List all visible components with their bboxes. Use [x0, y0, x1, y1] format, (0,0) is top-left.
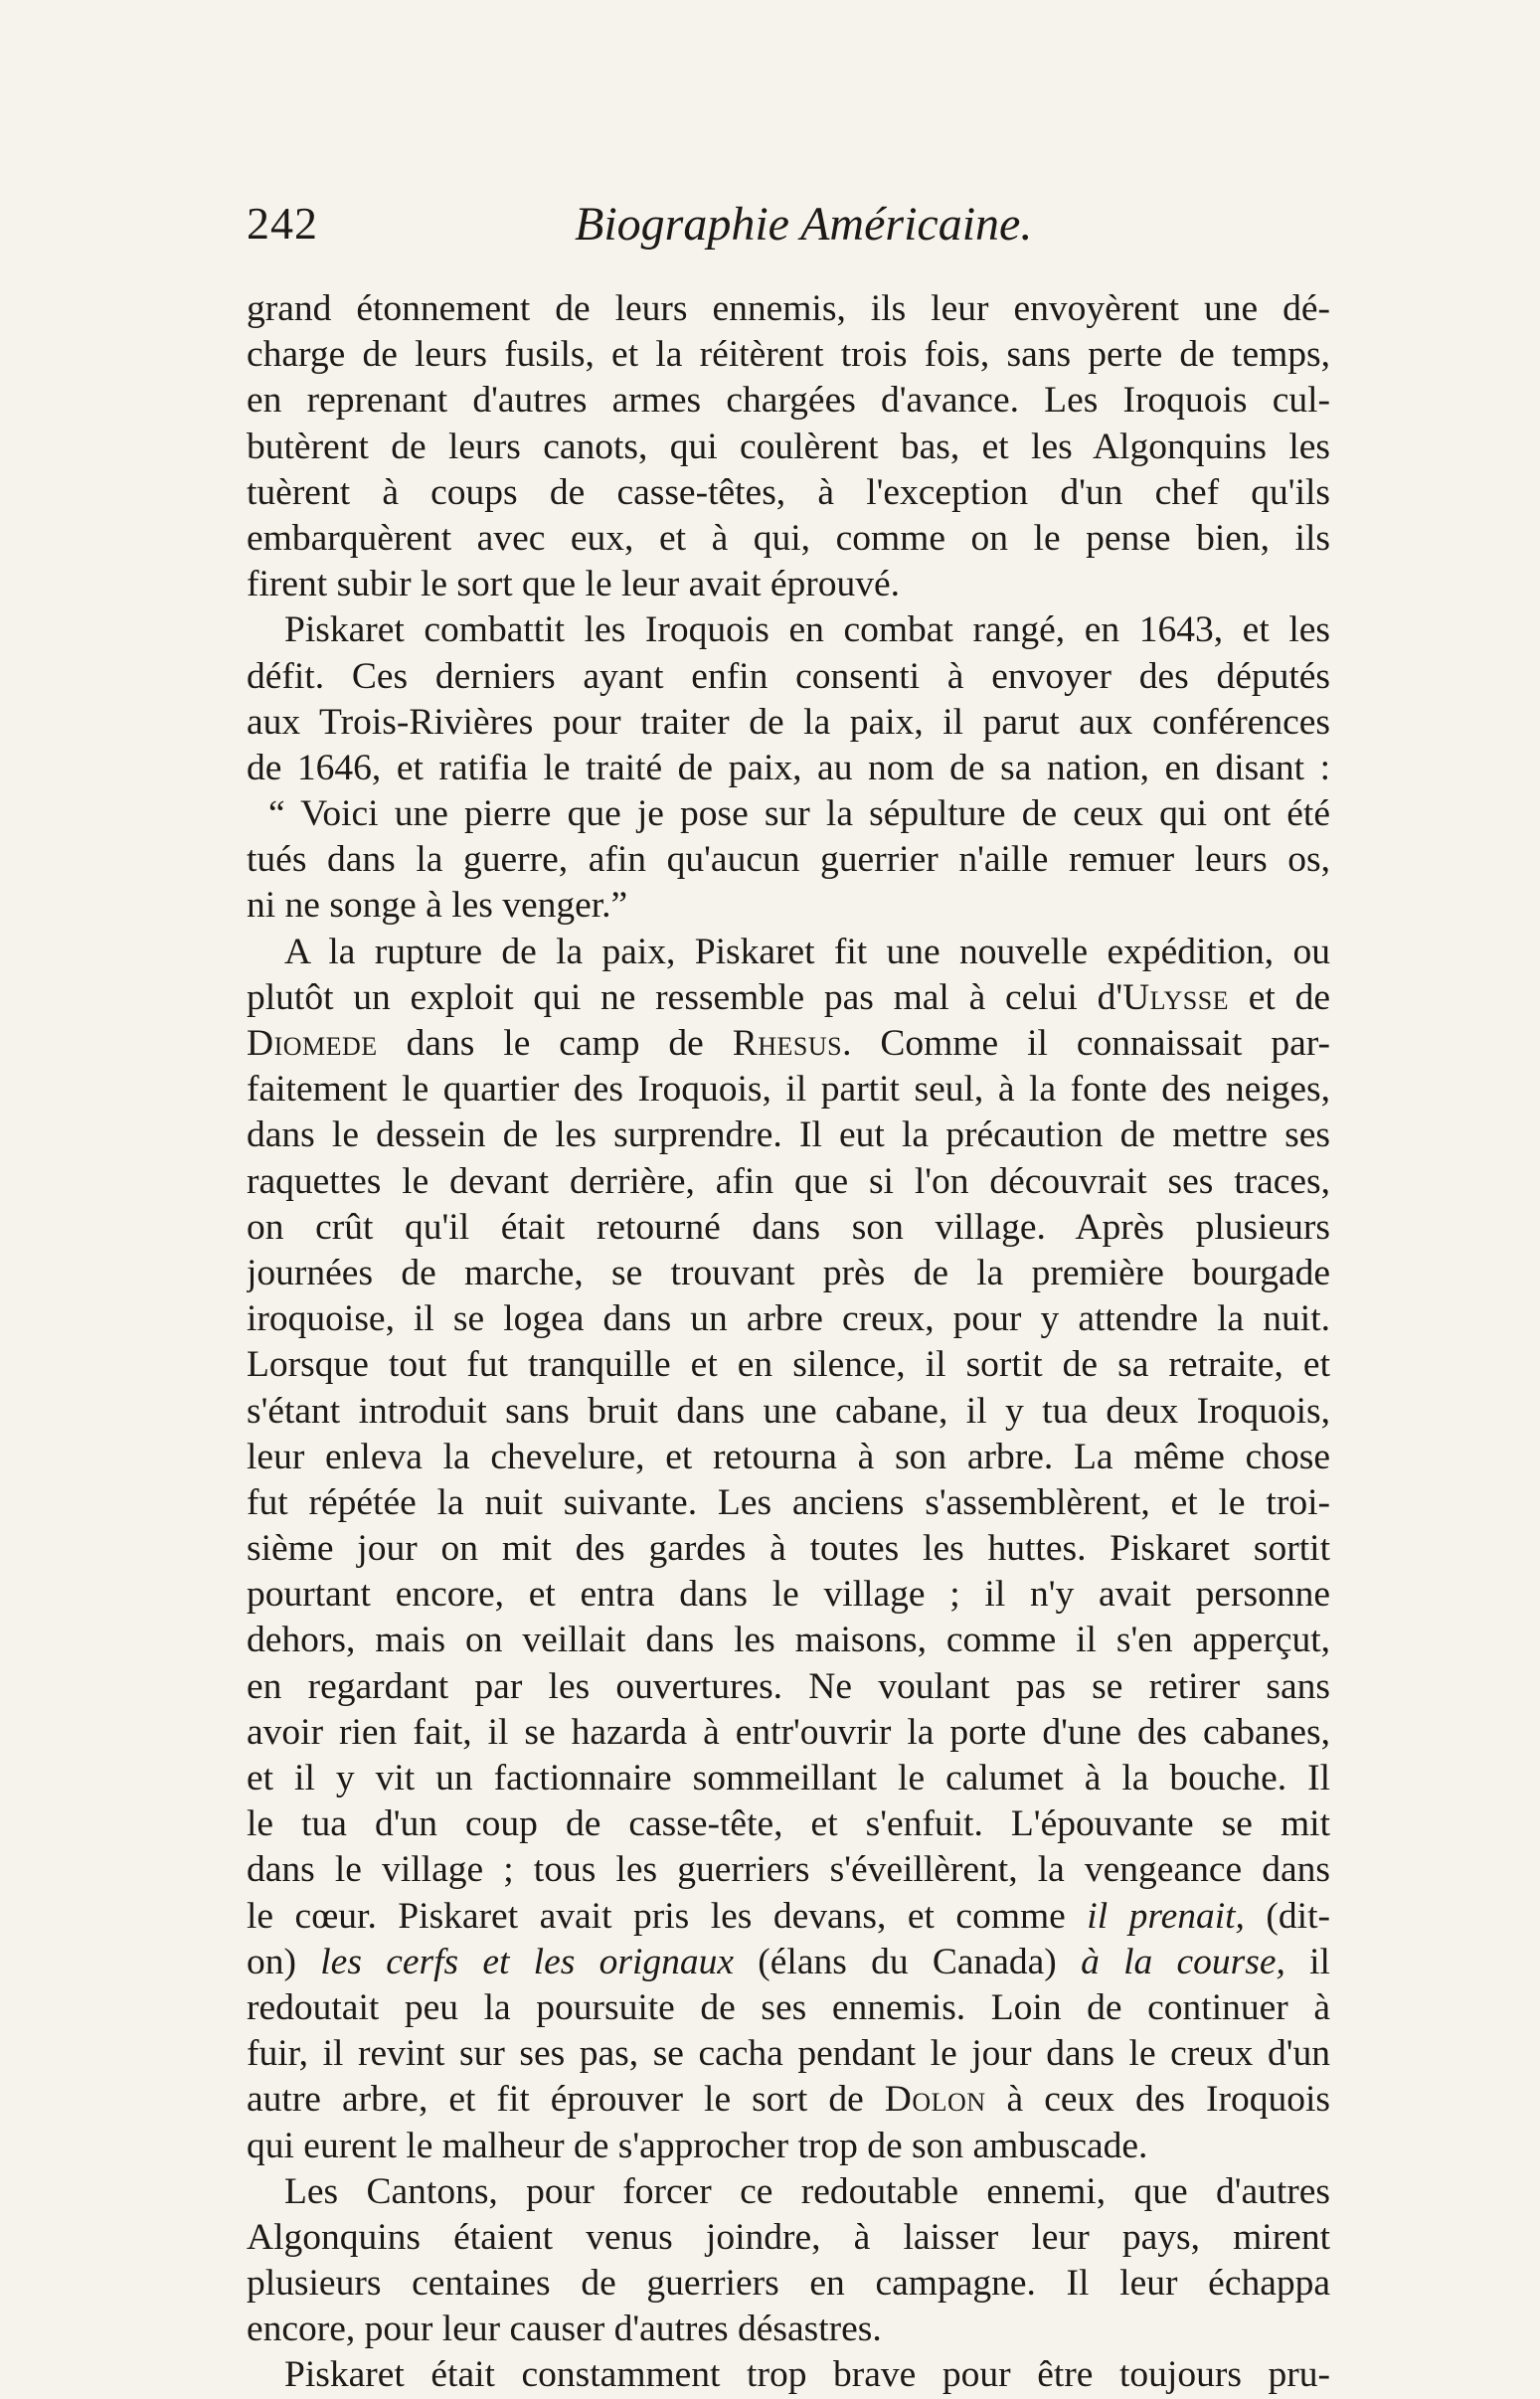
text-segment: et il y vit un factionnaire sommeillant le calumet à la bouche. Il [247, 1758, 1330, 1799]
text-line [247, 2124, 1330, 2169]
text-segment: leur enleva la chevelure, et retourna à son arbre. La même chose [247, 1436, 1330, 1477]
text-line [247, 1940, 1330, 1985]
text-line [247, 1205, 1330, 1251]
text-segment: dans le camp de [377, 1023, 733, 1064]
text-line [247, 562, 1330, 607]
text-segment: fut répétée la nuit suivante. Les anciens s'assemblèrent, et le troi- [247, 1481, 1330, 1523]
text-line [247, 1296, 1330, 1342]
text-line [247, 1159, 1330, 1205]
text-line [247, 1067, 1330, 1113]
text-segment: qui eurent le malheur de s'approcher trop de son ambuscade. [247, 2125, 1148, 2166]
text-line [247, 1572, 1330, 1618]
text-line [247, 975, 1330, 1021]
text-segment: plutôt un exploit qui ne ressemble pas mal à celui d' [247, 976, 1123, 1018]
text-line [247, 1710, 1330, 1756]
text-segment: pourtant encore, et entra dans le village ; il n'y avait personne [247, 1574, 1330, 1616]
text-line [247, 286, 1330, 332]
text-line [247, 2077, 1330, 2123]
text-line [247, 1435, 1330, 1480]
text-line [247, 1756, 1330, 1801]
body-text [247, 286, 1330, 2399]
text-segment: Dolon [884, 2079, 986, 2121]
text-segment: il prenait, [1087, 1895, 1245, 1937]
text-segment: (élans du Canada) [734, 1941, 1082, 1982]
text-line [247, 1985, 1330, 2031]
text-segment: firent subir le sort que le leur avait éprouvé. [247, 564, 901, 605]
text-line [247, 654, 1330, 700]
text-segment: redoutait peu la poursuite de ses ennemis. Loin de continuer à [247, 1986, 1330, 2028]
text-segment: à la course, [1081, 1941, 1285, 1982]
running-title: Biographie Américaine. [575, 198, 1033, 251]
text-line [247, 1113, 1330, 1158]
text-segment: ni ne songe à les venger.” [247, 885, 628, 927]
text-segment: Algonquins étaient venus joindre, à laisser leur pays, mirent [247, 2216, 1330, 2258]
text-line [247, 746, 1330, 791]
text-segment: grand étonnement de leurs ennemis, ils leur envoyèrent une dé- [247, 288, 1330, 329]
text-segment: fuir, il revint sur ses pas, se cacha pendant le jour dans le creux d'un [247, 2033, 1330, 2075]
text-line [247, 425, 1330, 470]
text-line [247, 791, 1330, 837]
text-line [247, 516, 1330, 562]
text-segment: avoir rien fait, il se hazarda à entr'ouvrir la porte d'une des cabanes, [247, 1711, 1330, 1753]
text-segment: Piskaret combattit les Iroquois en combat rangé, en 1643, et les [284, 609, 1330, 651]
text-segment: Ulysse [1122, 976, 1230, 1018]
text-line [247, 1894, 1330, 1940]
text-line [247, 1021, 1330, 1067]
text-line [247, 2261, 1330, 2307]
text-segment: les cerfs et les orignaux [320, 1941, 735, 1982]
text-segment: dans le village ; tous les guerriers s'éveillèrent, la vengeance dans [247, 1849, 1330, 1891]
text-segment: butèrent de leurs canots, qui coulèrent bas, et les Algonquins les [247, 426, 1330, 467]
text-line [247, 837, 1330, 883]
text-line [247, 470, 1330, 516]
text-segment: “ Voici une pierre que je pose sur la sépulture de ceux qui ont été [268, 793, 1330, 835]
text-segment: Diomede [247, 1023, 378, 1064]
text-segment: journées de marche, se trouvant près de la première bourgade [247, 1252, 1330, 1293]
text-segment: tuèrent à coups de casse-têtes, à l'exception d'un chef qu'ils [247, 471, 1330, 513]
text-segment: (dit- [1244, 1895, 1330, 1937]
text-segment: embarquèrent avec eux, et à qui, comme on le pense bien, ils [247, 517, 1330, 559]
text-segment: encore, pour leur causer d'autres désastres. [247, 2309, 882, 2350]
text-segment: et de [1229, 976, 1330, 1018]
text-segment: Lorsque tout fut tranquille et en silence, il sortit de sa retraite, et [247, 1344, 1330, 1386]
text-segment: dans le dessein de les surprendre. Il eut la précaution de mettre ses [247, 1114, 1330, 1156]
text-line [247, 1342, 1330, 1388]
text-segment: défit. Ces derniers ayant enfin consenti à envoyer des députés [247, 655, 1330, 697]
text-line [247, 2169, 1330, 2215]
text-line [247, 2307, 1330, 2352]
text-line [247, 2352, 1330, 2398]
text-segment: en regardant par les ouvertures. Ne voulant pas se retirer sans [247, 1665, 1330, 1707]
text-line [247, 1618, 1330, 1663]
page-header [247, 197, 1330, 257]
text-segment: Rhesus [732, 1023, 843, 1064]
text-segment: . Comme il connaissait par- [842, 1023, 1330, 1064]
text-segment: Les Cantons, pour forcer ce redoutable ennemi, que d'autres [284, 2170, 1330, 2212]
text-line [247, 332, 1330, 378]
text-line [247, 1801, 1330, 1847]
text-line [247, 1847, 1330, 1893]
text-line [247, 1664, 1330, 1710]
text-segment: s'étant introduit sans bruit dans une cabane, il y tua deux Iroquois, [247, 1390, 1330, 1432]
text-line [247, 607, 1330, 653]
text-segment: on) [247, 1941, 321, 1982]
text-line [247, 1389, 1330, 1435]
text-line [247, 1526, 1330, 1572]
text-segment: il [1284, 1941, 1330, 1982]
text-segment: A la rupture de la paix, Piskaret fit une nouvelle expédition, ou [284, 931, 1330, 972]
text-segment: le cœur. Piskaret avait pris les devans, et comme [247, 1895, 1088, 1937]
text-line [247, 930, 1330, 975]
text-segment: tués dans la guerre, afin qu'aucun guerrier n'aille remuer leurs os, [247, 839, 1330, 881]
text-segment: aux Trois-Rivières pour traiter de la paix, il parut aux conférences [247, 701, 1330, 743]
text-segment: de 1646, et ratifia le traité de paix, au nom de sa nation, en disant : [247, 747, 1330, 788]
text-segment: charge de leurs fusils, et la réitèrent trois fois, sans perte de temps, [247, 334, 1330, 376]
page-number: 242 [247, 198, 318, 249]
text-segment: dehors, mais on veillait dans les maisons, comme il s'en apperçut, [247, 1620, 1330, 1661]
text-line [247, 2031, 1330, 2077]
text-line [247, 2215, 1330, 2261]
text-segment: Piskaret était constamment trop brave pour être toujours pru- [284, 2354, 1330, 2396]
text-segment: le tua d'un coup de casse-tête, et s'enfuit. L'épouvante se mit [247, 1803, 1330, 1845]
text-segment: on crût qu'il était retourné dans son village. Après plusieurs [247, 1206, 1330, 1248]
text-segment: à ceux des Iroquois [985, 2079, 1330, 2121]
text-segment: plusieurs centaines de guerriers en campagne. Il leur échappa [247, 2263, 1330, 2305]
text-line [247, 883, 1330, 929]
text-line [247, 1251, 1330, 1296]
text-line [247, 378, 1330, 424]
text-segment: sième jour on mit des gardes à toutes les huttes. Piskaret sortit [247, 1528, 1330, 1570]
text-segment: faitement le quartier des Iroquois, il partit seul, à la fonte des neiges, [247, 1069, 1330, 1111]
text-segment: raquettes le devant derrière, afin que si l'on découvrait ses traces, [247, 1160, 1330, 1202]
text-segment: autre arbre, et fit éprouver le sort de [247, 2079, 885, 2121]
text-line [247, 1480, 1330, 1526]
text-segment: en reprenant d'autres armes chargées d'avance. Les Iroquois cul- [247, 380, 1330, 422]
text-line [247, 700, 1330, 746]
text-segment: iroquoise, il se logea dans un arbre creux, pour y attendre la nuit. [247, 1298, 1330, 1340]
